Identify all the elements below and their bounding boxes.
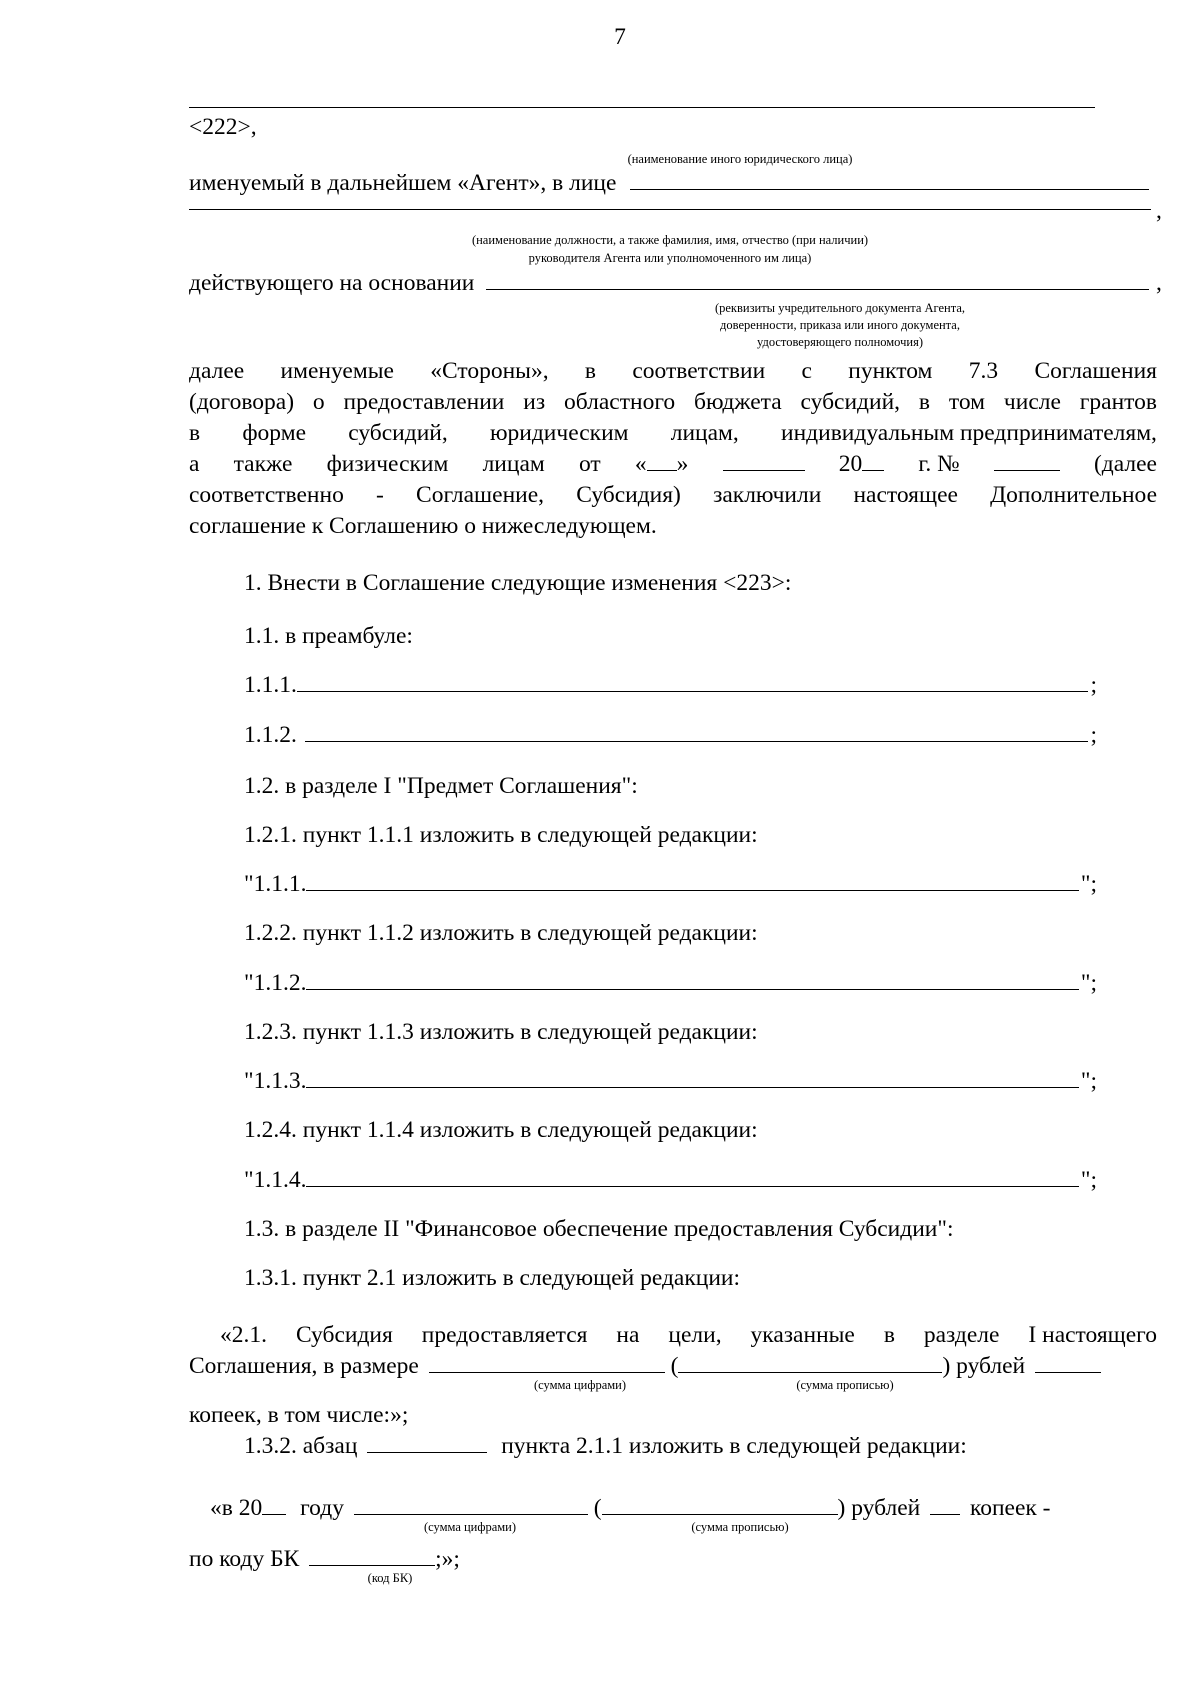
semicolon: ; [1090,672,1097,698]
note-position-1: (наименование должности, а также фамилия, имя, отчество (при наличии) [471,233,869,247]
quote-end: "; [1080,970,1097,996]
year-amount-line [210,1493,1051,1523]
agreement-date [635,449,689,479]
preamble-word: лицам [482,451,545,477]
note-org-name: (наименование иного юридического лица) [627,152,853,166]
note-basis-1: (реквизиты учредительного документа Агента, [714,301,966,315]
kbk-label: по коду БК [189,1546,300,1572]
quote-1-1-1 [244,869,1097,899]
agreement-number-label: г. № [918,451,960,477]
basis-label: действующего на основании [189,270,475,296]
kopecks-field[interactable] [1035,1351,1101,1373]
preamble-word: (далее [1093,451,1157,477]
preamble-line-1 [189,356,1157,386]
year-amount-words-field[interactable] [602,1493,838,1515]
agreement-year [839,449,885,479]
note-position-2: руководителя Агента или уполномоченного им лица) [528,251,812,265]
quote-1-1-2-field[interactable] [306,968,1078,990]
clause-word: Субсидия [295,1322,393,1348]
paren-open: ( [670,1353,679,1379]
preamble-word: лицам, [670,420,739,446]
item-1-3: 1.3. в разделе II "Финансовое обеспечение предоставления Субсидии": [244,1216,954,1242]
preamble-word: «Стороны», [430,358,549,384]
note-basis-2: доверенности, приказа или иного документа, [720,318,960,332]
preamble-word: физическим [326,451,449,477]
item-1-1-1-field[interactable] [297,670,1089,692]
clause-2-1-line-1 [220,1320,1157,1350]
clause-2-1-line-2 [189,1351,1101,1381]
quote-end: "; [1080,871,1097,897]
preamble-word: а [189,451,200,477]
preamble-word: соответствии [632,358,766,384]
quote-1-1-4-field[interactable] [306,1165,1078,1187]
semicolon: ; [1090,722,1097,748]
item-1: 1. Внести в Соглашение следующие изменения <223>: [244,570,792,596]
clause-word: предоставляется [421,1322,588,1348]
note-amount-digits: (сумма цифрами) [533,1378,627,1392]
preamble-word: пунктом [848,358,933,384]
preamble-line-4 [189,449,1157,479]
agreement-day-field[interactable] [647,449,677,471]
preamble-word: также [233,451,293,477]
clause-word: в [883,1322,895,1348]
item-1-1: 1.1. в преамбуле: [244,623,413,649]
paren-open: ( [593,1495,602,1521]
preamble-word: в [189,420,201,446]
quote-1-1-1-label: "1.1.1. [244,871,307,897]
preamble-line-5: соответственно - Соглашение, Субсидия) заключили настоящее Дополнительное [189,482,1157,508]
agreement-month-field[interactable] [723,449,805,471]
quote-1-1-4 [244,1165,1097,1195]
item-1-2-1: 1.2.1. пункт 1.1.1 изложить в следующей редакции: [244,822,758,848]
clause-1-3-2 [244,1431,967,1461]
preamble-word: с [801,358,812,384]
quote-1-1-2-label: "1.1.2. [244,970,307,996]
note-kbk: (код БК) [367,1571,413,1585]
item-1-2: 1.2. в разделе I "Предмет Соглашения": [244,773,638,799]
quote-1-1-3-field[interactable] [306,1066,1078,1088]
preamble-word: именуемые [280,358,394,384]
item-1-1-2-field[interactable] [305,720,1089,742]
clause-word: I настоящего [1028,1322,1157,1348]
item-1-2-4: 1.2.4. пункт 1.1.4 изложить в следующей редакции: [244,1117,758,1143]
preamble-word: форме [242,420,307,446]
org-number: <222>, [189,114,257,140]
preamble-line-6: соглашение к Соглашению о нижеследующем. [189,513,657,539]
quote-1-1-3 [244,1066,1097,1096]
kbk-end: ;»; [435,1546,460,1572]
agent-line [189,168,1151,198]
year-prefix: 20 [838,451,863,477]
basis-line [189,268,1151,298]
quote-open: « [634,451,647,477]
preamble-word: от [578,451,601,477]
preamble-word: индивидуальным предпринимателям, [781,420,1157,446]
year-label: «в 20 [210,1495,263,1521]
clause-1-3-2-rest: пункта 2.1.1 изложить в следующей редакции: [501,1433,967,1459]
agent-label: именуемый в дальнейшем «Агент», в лице [189,170,617,196]
clause-amount-label: Соглашения, в размере [189,1353,419,1379]
quote-end: "; [1080,1068,1097,1094]
position-line [189,209,1151,210]
note-basis-3: удостоверяющего полномочия) [757,335,923,349]
org-name-line [189,107,1095,108]
rubles-label: ) рублей [942,1353,1026,1379]
amount-words-field[interactable] [678,1351,942,1373]
basis-field[interactable] [486,268,1149,290]
paragraph-label: 1.3.2. абзац [244,1433,358,1459]
item-1-1-2 [244,720,1097,750]
position-comma: , [1156,198,1162,224]
preamble-word: далее [189,358,245,384]
note-year-digits: (сумма цифрами) [423,1520,517,1534]
clause-word: «2.1. [220,1322,267,1348]
basis-comma: , [1156,270,1162,296]
clause-word: цели, [668,1322,722,1348]
kopecks-label: копеек - [969,1495,1051,1521]
clause-word: на [616,1322,640,1348]
preamble-word: субсидий, [348,420,448,446]
clause-word: указанные [750,1322,855,1348]
rubles-label: ) рублей [837,1495,921,1521]
quote-1-1-4-label: "1.1.4. [244,1167,307,1193]
preamble-line-2: (договора) о предоставлении из областного бюджета субсидий, в том числе грантов [189,389,1157,415]
quote-end: "; [1080,1167,1097,1193]
paragraph-number-field[interactable] [367,1431,487,1453]
kbk-field[interactable] [309,1544,435,1566]
kbk-line [189,1544,460,1574]
preamble-word: 7.3 [968,358,999,384]
quote-1-1-1-field[interactable] [306,869,1078,891]
item-1-3-1: 1.3.1. пункт 2.1 изложить в следующей редакции: [244,1265,741,1291]
preamble-word: юридическим [489,420,629,446]
agreement-number-field[interactable] [994,449,1060,471]
clause-2-1-line-3: копеек, в том числе:»; [189,1402,409,1428]
quote-1-1-3-label: "1.1.3. [244,1068,307,1094]
quote-1-1-2 [244,968,1097,998]
quote-close: » [676,451,689,477]
note-amount-words: (сумма прописью) [796,1378,894,1392]
page-number: 7 [614,24,626,50]
item-1-2-3: 1.2.3. пункт 1.1.3 изложить в следующей редакции: [244,1019,758,1045]
preamble-word: Соглашения [1034,358,1157,384]
item-1-1-1-label: 1.1.1. [244,672,297,698]
year-word: году [300,1495,344,1521]
item-1-2-2: 1.2.2. пункт 1.1.2 изложить в следующей редакции: [244,920,758,946]
amount-digits-field[interactable] [429,1351,665,1373]
item-1-1-1 [244,670,1097,700]
agreement-year-field[interactable] [862,449,884,471]
year-amount-digits-field[interactable] [354,1493,588,1515]
note-year-words: (сумма прописью) [691,1520,789,1534]
year-field[interactable] [262,1493,286,1515]
clause-word: разделе [923,1322,1000,1348]
item-1-1-2-label: 1.1.2. [244,722,297,748]
preamble-line-3 [189,418,1157,448]
preamble-word: в [584,358,597,384]
agent-representative-field[interactable] [630,168,1149,190]
year-kopecks-field[interactable] [930,1493,960,1515]
